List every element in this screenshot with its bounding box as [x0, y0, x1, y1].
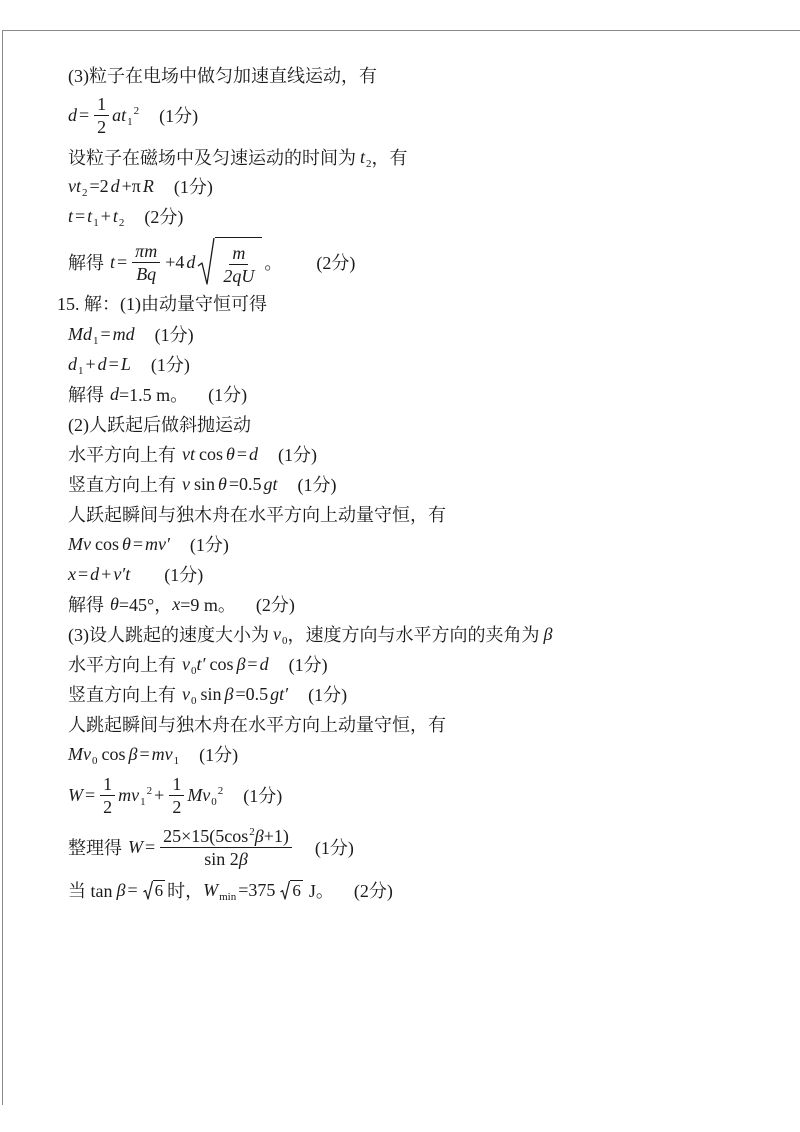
p14-time-definition	[68, 142, 408, 172]
math-var: t	[112, 205, 118, 226]
fraction-denominator: 2	[103, 796, 113, 817]
square-root	[143, 880, 166, 900]
part3-minimum-result	[68, 875, 393, 905]
math-var: β	[236, 653, 246, 674]
line-text: 人跳起瞬间与独木舟在水平方向上动量守恒，有	[68, 715, 446, 735]
score-label: (2分)	[144, 207, 184, 227]
math-var: β	[116, 879, 126, 900]
line-text: 解得	[68, 595, 104, 615]
part3-horizontal-equation	[68, 649, 328, 679]
math-var: t	[360, 146, 366, 167]
math-var: d	[68, 104, 77, 125]
math-var: θ	[121, 533, 131, 554]
fraction-numerator: 1	[169, 774, 184, 796]
math-op: =2	[89, 175, 109, 196]
math-var: at	[112, 104, 127, 125]
fraction-denominator	[201, 848, 250, 869]
equation-momentum-displacement	[68, 319, 194, 349]
math-var: β	[224, 683, 234, 704]
math-term	[113, 206, 125, 227]
subscript: 2	[366, 157, 372, 170]
subscript: min	[219, 890, 237, 903]
math-op: =	[75, 205, 86, 226]
math-var: v	[182, 683, 190, 704]
radical-sign-icon	[143, 880, 153, 900]
line-text: ，速度方向与水平方向的夹角为	[287, 625, 540, 645]
fraction-numerator	[160, 826, 292, 848]
equation-uniform-motion	[68, 171, 213, 201]
score-label: (1分)	[288, 655, 328, 675]
subscript: 2	[82, 186, 88, 199]
math-var: d	[249, 443, 258, 464]
math-op: =0.5	[235, 683, 269, 704]
math-function: sin	[194, 473, 216, 494]
square-root	[280, 880, 303, 900]
math-function: cos	[94, 533, 119, 554]
math-var: d	[110, 175, 120, 196]
superscript: 2	[146, 784, 153, 797]
subscript: 1	[127, 115, 133, 128]
subscript: 1	[173, 754, 180, 767]
part3-vertical-equation	[68, 679, 347, 709]
radicand	[215, 237, 262, 287]
math-var: v	[182, 653, 190, 674]
score-label: (1分)	[154, 325, 194, 345]
fraction	[100, 774, 115, 817]
score-label: (1分)	[314, 838, 354, 858]
math-term	[87, 206, 99, 227]
math-var: W	[128, 836, 143, 857]
score-label: (1分)	[150, 355, 190, 375]
line-text: 水平方向上有	[68, 655, 176, 675]
line-text: (2)人跃起后做斜抛运动	[68, 415, 251, 435]
math-value: =9 m。	[180, 595, 236, 615]
math-var: d	[97, 353, 107, 374]
math-var: t	[87, 205, 93, 226]
subscript: 1	[78, 364, 84, 377]
radicand: 6	[292, 881, 301, 900]
part2-vertical-equation	[68, 469, 337, 499]
math-var: vt	[182, 443, 195, 464]
math-function: cos	[101, 743, 126, 764]
score-label: (1分)	[199, 745, 239, 765]
math-term	[118, 785, 152, 806]
line-text: 人跃起瞬间与独木舟在水平方向上动量守恒，有	[68, 505, 446, 525]
math-op: =	[139, 743, 150, 764]
subscript: 1	[93, 216, 99, 229]
problem15-heading	[57, 288, 267, 318]
math-var: θ	[226, 443, 235, 464]
math-var: W	[203, 879, 219, 900]
fraction-denominator: 2	[172, 796, 182, 817]
fraction-denominator: Bq	[136, 263, 157, 284]
math-value: =45°，	[118, 595, 173, 615]
math-var: x	[68, 563, 76, 584]
math-var: β	[238, 848, 248, 869]
math-var: d	[259, 653, 269, 674]
math-op: +	[85, 353, 96, 374]
math-op: =	[127, 879, 138, 900]
part3-heading	[68, 619, 552, 649]
equation-length	[68, 349, 190, 379]
math-var: t′	[196, 653, 206, 674]
subscript: 0	[282, 634, 288, 647]
math-var: θ	[110, 593, 119, 614]
math-var: β	[543, 623, 553, 644]
part2-momentum-equation	[68, 529, 229, 559]
math-op: =	[145, 836, 156, 857]
math-var: md	[112, 323, 135, 344]
fraction-numerator: 1	[94, 94, 109, 116]
math-var: L	[120, 353, 131, 374]
math-var: mv	[151, 743, 173, 764]
superscript: 2	[133, 104, 140, 117]
equation-d-acceleration	[68, 87, 198, 143]
part2-horizontal-equation	[68, 439, 317, 469]
math-term	[68, 176, 88, 197]
math-op: +	[100, 205, 111, 226]
math-var: Md	[68, 323, 92, 344]
radicand: 6	[154, 881, 164, 900]
math-var: gt′	[270, 683, 289, 704]
equation-total-time	[68, 201, 183, 231]
math-text: +1)	[263, 825, 289, 846]
score-label: (1分)	[297, 475, 337, 495]
square-root	[197, 237, 262, 287]
subscript: 0	[91, 754, 98, 767]
math-var: v′t	[113, 563, 131, 584]
math-function: sin	[200, 683, 222, 704]
part1-result	[68, 379, 247, 409]
math-var: v	[182, 473, 190, 494]
fraction-numerator: m	[229, 243, 248, 265]
math-op: =	[236, 443, 247, 464]
math-term	[360, 147, 372, 168]
part3-momentum-equation	[68, 739, 238, 769]
math-var: d	[186, 251, 196, 272]
math-op: =375	[238, 879, 276, 900]
score-label: (1分)	[278, 445, 317, 465]
math-var: W	[68, 784, 83, 805]
math-op: +	[101, 563, 112, 584]
line-text: 15. 解：(1)由动量守恒可得	[57, 294, 267, 314]
fraction-numerator: πm	[132, 241, 160, 263]
math-var: d	[68, 353, 77, 374]
math-term	[182, 684, 197, 705]
subscript: 0	[191, 664, 197, 677]
line-text: ，有	[371, 148, 408, 168]
math-term	[182, 654, 197, 675]
line-text: 解得	[68, 385, 104, 405]
math-var: mv′	[144, 533, 170, 554]
math-var: Mv	[68, 533, 91, 554]
math-var: vt	[68, 175, 81, 196]
math-var: Mv	[68, 743, 91, 764]
math-var: v	[273, 623, 281, 644]
fraction	[160, 826, 292, 869]
math-var: β	[128, 743, 138, 764]
math-term	[68, 354, 84, 375]
score-label: (1分)	[208, 385, 248, 405]
math-var: Mv	[187, 784, 211, 805]
score-label: (1分)	[189, 535, 229, 555]
math-op: =	[132, 533, 143, 554]
math-term	[273, 624, 288, 645]
line-text: (3)设人跳起的速度大小为	[68, 625, 269, 645]
math-op: +π	[121, 175, 141, 196]
subscript: 1	[93, 334, 99, 347]
math-var: d	[110, 383, 119, 404]
part3-momentum-text	[68, 709, 446, 739]
fraction	[169, 774, 184, 817]
part2-result	[68, 589, 295, 619]
math-text: sin 2	[204, 848, 239, 869]
math-op: +	[154, 784, 165, 805]
score-label: (1分)	[173, 177, 213, 197]
fraction-numerator: 1	[100, 774, 115, 796]
score-label: (1分)	[308, 685, 348, 705]
math-var: β	[254, 825, 264, 846]
score-label: (1分)	[164, 565, 204, 585]
line-text: 水平方向上有	[68, 445, 176, 465]
math-term	[152, 744, 180, 765]
math-op: =	[100, 323, 111, 344]
radical-sign-icon	[197, 237, 215, 287]
math-function: cos	[209, 653, 234, 674]
subscript: 0	[211, 795, 217, 808]
fraction	[94, 94, 109, 137]
score-label: (2分)	[316, 253, 356, 273]
line-text: (3)粒子在电场中做匀加速直线运动，有	[68, 66, 377, 86]
math-var: θ	[218, 473, 227, 494]
part2-momentum-text	[68, 499, 446, 529]
superscript: 2	[217, 784, 224, 797]
math-function: cos	[199, 443, 223, 464]
math-term	[187, 785, 223, 806]
math-term	[68, 744, 97, 765]
line-text: 整理得	[68, 838, 122, 858]
math-var: R	[142, 175, 154, 196]
line-text: 设粒子在磁场中及匀速运动的时间为	[68, 148, 356, 168]
math-var: t	[68, 205, 74, 226]
math-text: 25×15(5cos	[163, 825, 249, 846]
superscript: 2	[249, 825, 255, 838]
part2-heading	[68, 409, 251, 439]
math-unit: J。	[308, 881, 334, 901]
math-op: =	[117, 251, 128, 272]
math-var: d	[90, 563, 100, 584]
math-term	[203, 880, 236, 901]
math-op: =	[79, 104, 90, 125]
fraction-denominator: 2	[97, 116, 107, 137]
radical-sign-icon	[280, 880, 290, 900]
subscript: 1	[140, 795, 146, 808]
line-text: 时，	[167, 881, 204, 901]
math-var: t	[110, 251, 116, 272]
fraction	[132, 241, 160, 284]
subscript: 2	[118, 216, 125, 229]
math-op: =	[85, 784, 96, 805]
subscript: 0	[191, 694, 197, 707]
score-label: (1分)	[159, 106, 199, 126]
score-label: (2分)	[255, 595, 295, 615]
math-op: =	[247, 653, 258, 674]
fraction	[220, 243, 257, 286]
line-text: 竖直方向上有	[68, 685, 176, 705]
line-text: 当 tan	[68, 881, 113, 901]
score-label: (2分)	[353, 881, 393, 901]
equation-time-result	[68, 232, 355, 292]
part2-distance-equation	[68, 559, 203, 589]
math-term	[68, 324, 99, 345]
math-op: =	[108, 353, 119, 374]
p14-part3-intro	[68, 60, 377, 90]
math-var: mv	[118, 784, 140, 805]
math-value: =1.5 m。	[119, 385, 189, 405]
line-text: 竖直方向上有	[68, 475, 176, 495]
math-op: +4	[165, 251, 185, 272]
math-var: gt	[263, 473, 278, 494]
part3-simplified-equation	[68, 819, 354, 875]
math-var: x	[172, 593, 181, 614]
line-text: 解得	[68, 253, 104, 273]
math-term	[112, 105, 139, 126]
math-op: =	[78, 563, 89, 584]
fraction-denominator: 2qU	[223, 265, 255, 286]
part3-energy-equation	[68, 767, 282, 823]
math-op: =0.5	[228, 473, 262, 494]
line-text: 。	[264, 253, 283, 273]
score-label: (1分)	[243, 786, 283, 806]
